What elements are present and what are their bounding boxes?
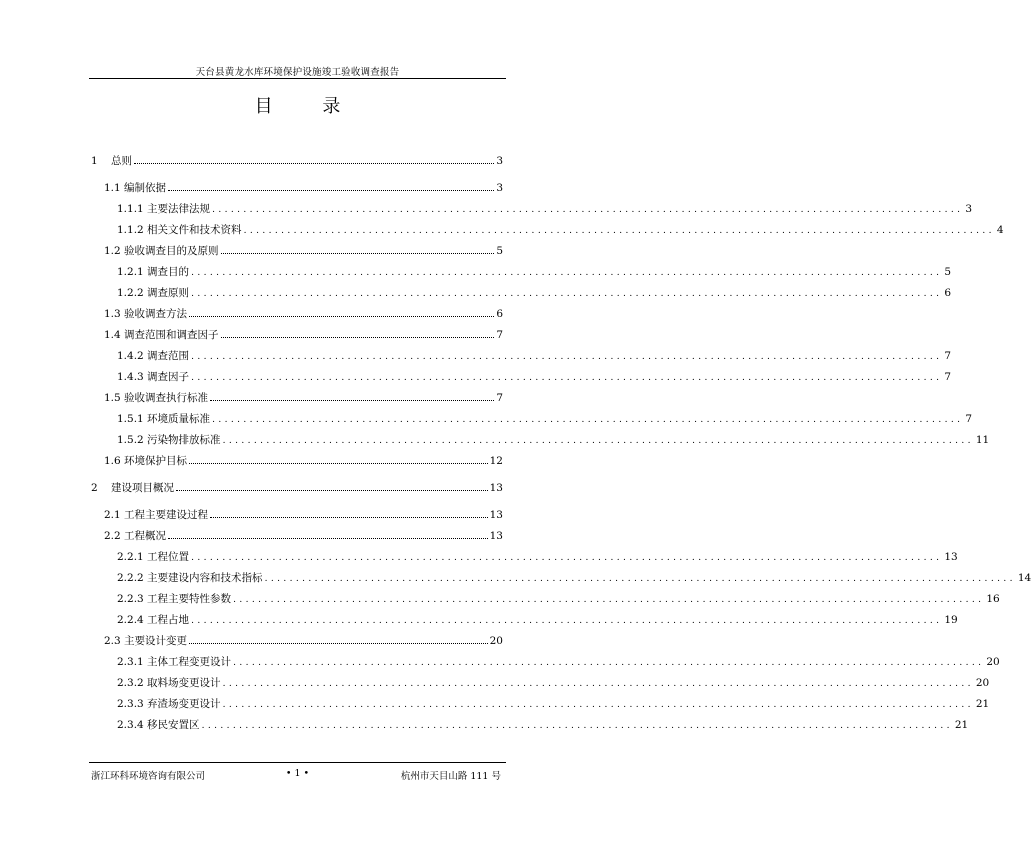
toc-entry-label: 2.1 工程主要建设过程 bbox=[104, 509, 209, 521]
toc-entry-label: 1.6 环境保护目标 bbox=[104, 455, 188, 467]
footer-rule bbox=[89, 762, 506, 763]
toc-entry-label: 1 总则 bbox=[91, 155, 133, 167]
toc-entry-label: 1.5.2 污染物排放标准 bbox=[117, 434, 221, 446]
toc-entry[interactable] bbox=[117, 570, 1031, 584]
toc-entry[interactable] bbox=[117, 264, 952, 278]
toc-dot-leader bbox=[134, 163, 494, 164]
toc-entry-page-number: 7 bbox=[944, 371, 952, 383]
toc-entry[interactable] bbox=[117, 591, 1000, 605]
footer-page-number: • 1 • bbox=[285, 768, 310, 779]
toc-dot-leader: ........................................................................................................................ bbox=[212, 415, 964, 425]
toc-entry-page-number: 16 bbox=[986, 593, 1000, 605]
toc-entry-label: 1.5 验收调查执行标准 bbox=[104, 392, 209, 404]
toc-dot-leader bbox=[210, 517, 488, 518]
toc-entry[interactable] bbox=[117, 222, 1004, 236]
toc-entry-label: 2.2.3 工程主要特性参数 bbox=[117, 593, 232, 605]
toc-dot-leader bbox=[176, 490, 488, 491]
toc-entry-label: 1.4.2 调查范围 bbox=[117, 350, 190, 362]
toc-entry-page-number: 7 bbox=[944, 350, 952, 362]
toc-dot-leader: ........................................................................................................................ bbox=[191, 268, 943, 278]
toc-entry[interactable] bbox=[117, 549, 958, 563]
toc-entry-page-number: 21 bbox=[975, 698, 990, 710]
toc-entry-page-number: 13 bbox=[944, 551, 958, 563]
toc-dot-leader: ........................................................................................................................ bbox=[233, 595, 985, 605]
toc-entry[interactable] bbox=[117, 612, 958, 626]
toc-dot-leader: ........................................................................................................................ bbox=[212, 205, 964, 215]
toc-entry[interactable] bbox=[117, 432, 990, 446]
toc-entry-page-number: 5 bbox=[496, 245, 503, 257]
toc-entry[interactable] bbox=[104, 507, 503, 521]
toc-entry-page-number: 20 bbox=[986, 656, 1000, 668]
toc-entry[interactable] bbox=[117, 285, 952, 299]
toc-dot-leader bbox=[221, 337, 495, 338]
toc-entry-page-number: 20 bbox=[975, 677, 990, 689]
toc-dot-leader bbox=[189, 643, 488, 644]
toc-entry[interactable] bbox=[104, 633, 503, 647]
toc-entry-label: 1.1.1 主要法律法规 bbox=[117, 203, 211, 215]
toc-entry-page-number: 4 bbox=[996, 224, 1004, 236]
toc-entry-label: 2.2.1 工程位置 bbox=[117, 551, 190, 563]
toc-entry-page-number: 13 bbox=[489, 530, 503, 542]
toc-entry-page-number: 21 bbox=[954, 719, 969, 731]
toc-entry-page-number: 3 bbox=[496, 182, 503, 194]
toc-entry-label: 1.5.1 环境质量标准 bbox=[117, 413, 211, 425]
toc-entry-page-number: 7 bbox=[496, 329, 503, 341]
toc-entry-label: 2.3 主要设计变更 bbox=[104, 635, 188, 647]
running-header: 天台县黄龙水库环境保护设施竣工验收调查报告 bbox=[195, 67, 400, 78]
toc-entry-label: 2 建设项目概况 bbox=[91, 482, 175, 494]
toc-entry[interactable] bbox=[117, 411, 973, 425]
toc-entry[interactable] bbox=[104, 180, 503, 194]
toc-dot-leader bbox=[189, 463, 488, 464]
toc-dot-leader: ........................................................................................................................ bbox=[191, 352, 943, 362]
toc-entry-label: 1.3 验收调查方法 bbox=[104, 308, 188, 320]
toc-entry-page-number: 20 bbox=[489, 635, 503, 647]
toc-dot-leader: ........................................................................................................................ bbox=[222, 436, 974, 446]
toc-entry-label: 2.2 工程概况 bbox=[104, 530, 167, 542]
toc-entry-page-number: 7 bbox=[965, 413, 973, 425]
toc-entry-label: 2.3.2 取料场变更设计 bbox=[117, 677, 221, 689]
toc-entry[interactable] bbox=[104, 327, 503, 341]
toc-dot-leader: ........................................................................................................................ bbox=[222, 679, 974, 689]
toc-entry[interactable] bbox=[104, 528, 503, 542]
footer-address: 杭州市天目山路 111 号 bbox=[400, 771, 501, 782]
toc-dot-leader: ........................................................................................................................ bbox=[243, 226, 995, 236]
toc-entry-page-number: 6 bbox=[496, 308, 503, 320]
toc-entry[interactable] bbox=[104, 453, 503, 467]
toc-dot-leader bbox=[168, 538, 488, 539]
toc-entry-label: 1.2.1 调查目的 bbox=[117, 266, 190, 278]
toc-entry-page-number: 5 bbox=[944, 266, 952, 278]
toc-dot-leader bbox=[221, 253, 495, 254]
toc-entry[interactable] bbox=[117, 369, 952, 383]
toc-entry[interactable] bbox=[117, 696, 990, 710]
toc-entry-label: 1.4.3 调查因子 bbox=[117, 371, 190, 383]
toc-dot-leader bbox=[189, 316, 494, 317]
toc-entry[interactable] bbox=[117, 348, 952, 362]
toc-entry-label: 2.3.3 弃渣场变更设计 bbox=[117, 698, 221, 710]
toc-entry-page-number: 13 bbox=[489, 482, 503, 494]
toc-dot-leader: ........................................................................................................................ bbox=[191, 616, 943, 626]
toc-entry-page-number: 11 bbox=[975, 434, 990, 446]
toc-entry[interactable] bbox=[91, 153, 503, 167]
toc-dot-leader: ........................................................................................................................ bbox=[191, 553, 943, 563]
toc-entry-page-number: 7 bbox=[496, 392, 503, 404]
toc-entry[interactable] bbox=[104, 390, 503, 404]
toc-dot-leader: ........................................................................................................................ bbox=[191, 373, 943, 383]
toc-entry-page-number: 6 bbox=[944, 287, 952, 299]
toc-entry-page-number: 3 bbox=[496, 155, 503, 167]
toc-entry[interactable] bbox=[104, 243, 503, 257]
page-title: 目 录 bbox=[254, 96, 363, 117]
toc-entry[interactable] bbox=[117, 717, 969, 731]
toc-entry-label: 2.2.4 工程占地 bbox=[117, 614, 190, 626]
toc-dot-leader: ........................................................................................................................ bbox=[264, 574, 1016, 584]
toc-entry-label: 2.3.1 主体工程变更设计 bbox=[117, 656, 232, 668]
toc-entry[interactable] bbox=[104, 306, 503, 320]
toc-entry-label: 1.2.2 调查原则 bbox=[117, 287, 190, 299]
toc-dot-leader bbox=[210, 400, 494, 401]
toc-entry[interactable] bbox=[117, 654, 1000, 668]
toc-dot-leader: ........................................................................................................................ bbox=[233, 658, 985, 668]
toc-entry[interactable] bbox=[91, 480, 503, 494]
toc-dot-leader bbox=[168, 190, 494, 191]
toc-dot-leader: ........................................................................................................................ bbox=[191, 289, 943, 299]
footer-company: 浙江环科环境咨询有限公司 bbox=[91, 771, 206, 782]
toc-entry-page-number: 19 bbox=[944, 614, 958, 626]
toc-entry[interactable] bbox=[117, 675, 990, 689]
toc-entry-label: 1.1 编制依据 bbox=[104, 182, 167, 194]
toc-dot-leader: ........................................................................................................................ bbox=[201, 721, 953, 731]
toc-entry-label: 2.3.4 移民安置区 bbox=[117, 719, 200, 731]
toc-entry-page-number: 3 bbox=[965, 203, 973, 215]
toc-entry-page-number: 13 bbox=[489, 509, 503, 521]
toc-dot-leader: ........................................................................................................................ bbox=[222, 700, 974, 710]
toc-entry-label: 1.4 调查范围和调查因子 bbox=[104, 329, 219, 341]
toc-entry[interactable] bbox=[117, 201, 973, 215]
toc-entry-label: 1.2 验收调查目的及原则 bbox=[104, 245, 219, 257]
toc-entry-label: 1.1.2 相关文件和技术资料 bbox=[117, 224, 242, 236]
toc-entry-page-number: 12 bbox=[489, 455, 503, 467]
toc-entry-page-number: 14 bbox=[1017, 572, 1031, 584]
toc-entry-label: 2.2.2 主要建设内容和技术指标 bbox=[117, 572, 263, 584]
